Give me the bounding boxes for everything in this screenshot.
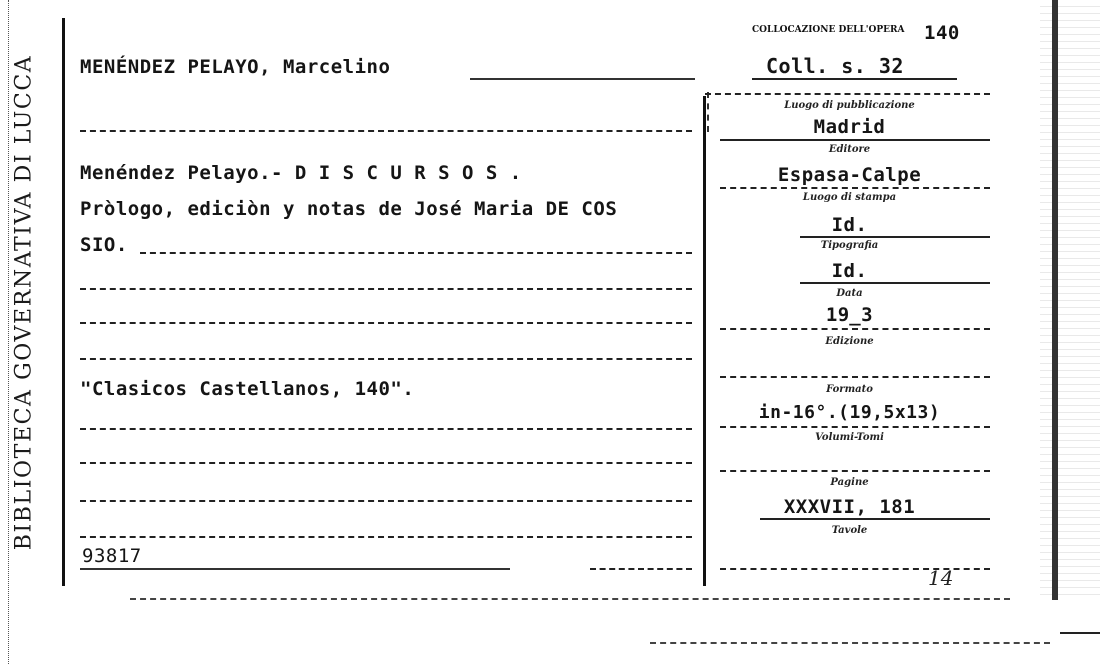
blank-rule-8 [80, 536, 692, 538]
volumes-label: Volumi-Tomi [815, 432, 884, 443]
printer-label: Tipografia [820, 240, 879, 251]
blank-rule-5 [80, 428, 692, 430]
author-underline [470, 78, 695, 80]
pages-rule [760, 518, 990, 520]
collocation-label: COLLOCAZIONE DELL'OPERA [752, 25, 905, 35]
corner-handwritten-mark: 14 [928, 566, 954, 590]
inventory-underline [80, 568, 510, 570]
print-place-rule [800, 236, 990, 238]
plates-label: Tavole [831, 525, 868, 536]
date-rule [720, 328, 990, 330]
library-stamp [6, 20, 42, 585]
collocation-number: 140 [924, 22, 960, 44]
library-stamp-text: BIBLIOTECA GOVERNATIVA DI LUCCA [11, 54, 37, 551]
pages-value: XXXVII, 181 [783, 496, 916, 518]
edition-rule [720, 376, 990, 378]
collection-shelfmark: Coll. s. 32 [766, 54, 904, 78]
card-under-edge [650, 642, 1050, 644]
inventory-number: 93817 [82, 545, 142, 567]
volumes-rule [720, 470, 990, 472]
column-divider [703, 96, 706, 586]
blank-rule-6 [80, 462, 692, 464]
title-line-2: Pròlogo, ediciòn y notas de José Maria DE COS [80, 198, 618, 220]
place-value: Madrid [813, 116, 886, 138]
title-line-3: SIO. [80, 234, 128, 256]
title-line-3-rule [140, 252, 692, 254]
publisher-value: Espasa-Calpe [777, 164, 922, 186]
card-bottom-edge [130, 598, 1010, 600]
format-value: in-16°.(19,5x13) [758, 402, 941, 423]
date-value: 19̲3 [825, 304, 874, 326]
place-rule [720, 139, 990, 141]
edition-label: Edizione [825, 336, 874, 347]
format-label: Formato [826, 384, 873, 395]
blank-rule-4 [80, 358, 692, 360]
printer-value: Id. [831, 260, 868, 282]
printer-rule [800, 282, 990, 284]
card-under-edge-right [1060, 632, 1100, 634]
blank-rule-2 [80, 288, 692, 290]
author-heading: MENÉNDEZ PELAYO, Marcelino [80, 56, 391, 78]
publisher-rule [720, 187, 990, 189]
date-label: Data [836, 288, 863, 299]
series-note: "Clasicos Castellanos, 140". [80, 378, 415, 400]
card-right-shadow [1052, 0, 1058, 600]
blank-rule-7 [80, 500, 692, 502]
place-label: Luogo di pubblicazione [784, 100, 915, 111]
format-rule [720, 426, 990, 428]
publisher-label: Editore [828, 144, 871, 155]
details-top-rule [705, 93, 990, 95]
print-place-value: Id. [831, 214, 868, 236]
pages-label: Pagine [830, 477, 869, 488]
left-margin-rule [62, 18, 65, 586]
blank-rule-3 [80, 322, 692, 324]
blank-rule-1 [80, 130, 692, 132]
collection-underline [752, 78, 957, 80]
inventory-rule-tail [590, 568, 692, 570]
print-place-label: Luogo di stampa [802, 192, 897, 203]
title-line-1: Menéndez Pelayo.- D I S C U R S O S . [80, 162, 522, 184]
card-right-edge [1040, 0, 1100, 600]
